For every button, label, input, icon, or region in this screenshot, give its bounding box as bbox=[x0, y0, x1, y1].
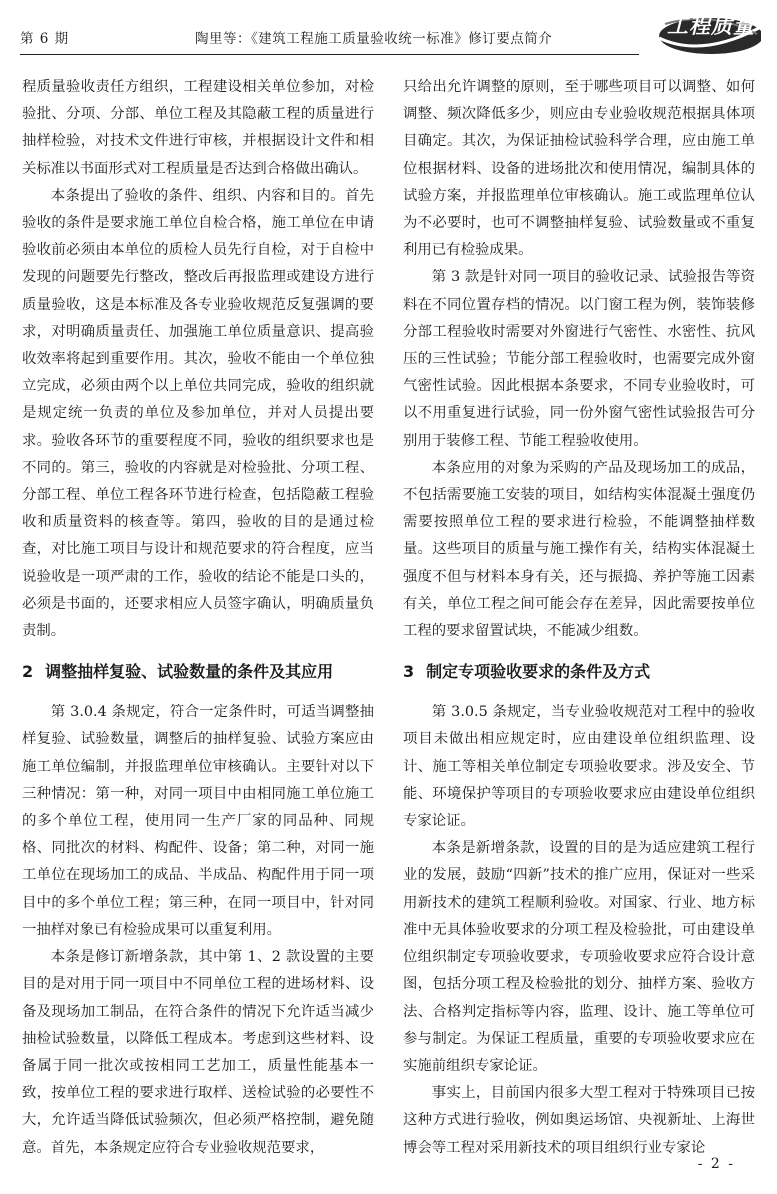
section-title: 制定专项验收要求的条件及方式 bbox=[426, 662, 651, 682]
journal-logo-text: 工程质量 bbox=[667, 14, 755, 38]
section-title: 调整抽样复验、试验数量的条件及其应用 bbox=[45, 662, 334, 682]
left-column bbox=[22, 74, 374, 1162]
page-number: - 2 - bbox=[697, 1156, 735, 1172]
paragraph: 本条是新增条款，设置的目的是为适应建筑工程行业的发展，鼓励“四新”技术的推广应用，保证对一些采用新技术的建筑工程顺利验收。对国家、行业、地方标准中无具体验收要求的分项工程及检验批，可由建设单位组织制定专项验收要求，专项验收要求应符合设计意图，包括分项工程及检验批的划分、抽样方案、验收方法、合格判定指标等内容，监理、设计、施工等单位可参与制定。为保证工程质量，重要的专项验收要求应在实施前组织专家论证。 bbox=[403, 840, 755, 1074]
paragraph: 第 3.0.5 条规定，当专业验收规范对工程中的验收项目未做出相应规定时，应由建设单位组织监理、设计、施工等相关单位制定专项验收要求。涉及安全、节能、环境保护等项目的专项验收要求应由建设单位组织专家论证。 bbox=[403, 704, 755, 830]
right-column bbox=[403, 74, 755, 1162]
paragraph: 程质量验收责任方组织，工程建设相关单位参加，对检验批、分项、分部、单位工程及其隐蔽工程的质量进行抽样检验，对技术文件进行审核，并根据设计文件和相关标准以书面形式对工程质量是否达到合格做出确认。 bbox=[22, 79, 374, 177]
paragraph: 只给出允许调整的原则，至于哪些项目可以调整、如何调整、频次降低多少，则应由专业验收规范根据具体项目确定。其次，为保证抽检试验科学合理，应由施工单位根据材料、设备的进场批次和使用情况，编制具体的试验方案，并报监理单位审核确认。施工或监理单位认为不必要时，也可不调整抽样复验、试验数量或不重复利用已有检验成果。 bbox=[403, 79, 755, 259]
paragraph: 第 3.0.4 条规定，符合一定条件时，可适当调整抽样复验、试验数量，调整后的抽样复验、试验方案应由施工单位编制，并报监理单位审核确认。主要针对以下三种情况：第一种，对同一项目中由相同施工单位施工的多个单位工程，使用同一生产厂家的同品种、同规格、同批次的材料、构配件、设备；第二种，对同一施工单位在现场加工的成品、半成品、构配件用于同一项目中的多个单位工程；第三种，在同一项目中，针对同一抽样对象已有检验成果可以重复利用。 bbox=[22, 704, 374, 938]
running-title: 陶里等：《建筑工程施工质量验收统一标准》修订要点简介 bbox=[195, 31, 553, 47]
paragraph: 本条提出了验收的条件、组织、内容和目的。首先验收的条件是要求施工单位自检合格，施工单位在申请验收前必须由本单位的质检人员先行自检，对于自检中发现的问题要先行整改，整改后再报监理或建设方进行质量验收，这是本标准及各专业验收规范反复强调的要求，对明确质量责任、加强施工单位质量意识、提高验收效率将起到重要作用。其次，验收不能由一个单位独立完成，必须由两个以上单位共同完成，验收的组织就是规定统一负责的单位及参加单位，并对人员提出要求。验收各环节的重要程度不同，验收的组织要求也是不同的。第三，验收的内容就是对检验批、分项工程、分部工程、单位工程各环节进行检查，包括隐蔽工程验收和质量资料的核查等。第四，验收的目的是通过检查，对比施工项目与设计和规范要求的符合程度，应当说验收是一项严肃的工作，验收的结论不能是口头的，必须是书面的，还要求相应人员签字确认，明确质量负责制。 bbox=[22, 187, 374, 640]
header-rule bbox=[20, 54, 639, 55]
section-number: 2 bbox=[22, 662, 34, 682]
paragraph: 本条是修订新增条款，其中第 1、2 款设置的主要目的是对用于同一项目中不同单位工程的进场材料、设备及现场加工制品，在符合条件的情况下允许适当减少抽检试验数量，以降低工程成本。考虑到这些材料、设备属于同一批次或按相同工艺加工，质量性能基本一致，按单位工程的要求进行取样、送检试验的必要性不大，允许适当降低试验频次，但必须严格控制，避免随意。首先，本条规定应符合专业验收规范要求， bbox=[22, 949, 374, 1156]
section-heading bbox=[403, 659, 755, 685]
paragraph: 第 3 款是针对同一项目的验收记录、试验报告等资料在不同位置存档的情况。以门窗工程为例，装饰装修分部工程验收时需要对外窗进行气密性、水密性、抗风压的三性试验；节能分部工程验收时，也需要完成外窗气密性试验。因此根据本条要求，不同专业验收时，可以不用重复进行试验，同一份外窗气密性试验报告可分别用于装修工程、节能工程验收使用。 bbox=[403, 269, 755, 449]
paragraph: 本条应用的对象为采购的产品及现场加工的成品，不包括需要施工安装的项目，如结构实体混凝土强度仍需要按照单位工程的要求进行检验，不能调整抽样数量。这些项目的质量与施工操作有关，结构实体混凝土强度不但与材料本身有关，还与振捣、养护等施工因素有关，单位工程之间可能会存在差异，因此需要按单位工程的要求留置试块，不能减少组数。 bbox=[403, 459, 755, 640]
paragraph: 事实上，目前国内很多大型工程对于特殊项目已按这种方式进行验收，例如奥运场馆、央视新址、上海世博会等工程对采用新技术的项目组织行业专家论 bbox=[403, 1085, 755, 1156]
section-number: 3 bbox=[403, 662, 415, 682]
issue-number: 第 6 期 bbox=[20, 31, 70, 47]
section-heading bbox=[22, 659, 374, 685]
